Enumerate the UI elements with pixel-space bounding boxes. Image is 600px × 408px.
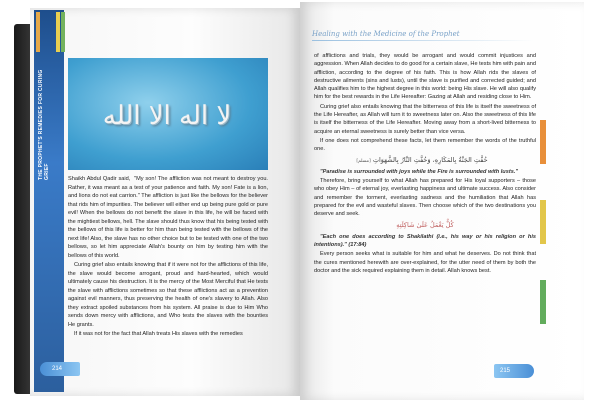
tab-green xyxy=(540,280,546,324)
header-divider xyxy=(312,40,534,41)
paragraph: Every person seeks what is suitable for him and what he deserves. Do not think that the cures mentioned herewith are over-explained, for the utter need of them by both the doctor and the sick required explaining them in detail. Allah knows best. xyxy=(314,251,536,274)
banner-stripe-yellow xyxy=(56,12,60,52)
verse-translation: "Each one does according to Shakilathi (i.e., his way or his religion or his intentions)." (17:84) xyxy=(314,233,536,248)
banner-stripe-orange xyxy=(36,12,40,52)
tab-orange xyxy=(540,120,546,164)
banner-stripe-green xyxy=(61,12,65,52)
right-page-text xyxy=(314,52,536,276)
left-page-text xyxy=(68,175,268,340)
page-number-right: 215 xyxy=(494,364,534,378)
tab-yellow xyxy=(540,200,546,244)
paragraph: Therefore, bring yourself to what Allah has prepared for His loyal supporters – those who obey Him – of eternal joy, everlasting happiness and ultimate success. Also consider and remember the torment, everlasting sadness and the humiliation that Allah has prepared for the evil and wasteful slaves. Then choose which of the two destinations you deserve and seek. xyxy=(314,178,536,218)
banner-title: THE PROPHET'S REMEDIES FOR CURING GRIEF xyxy=(38,69,50,180)
paragraph: If one does not comprehend these facts, let them remember the words of the truthful one. xyxy=(314,137,536,153)
calligraphy-photo xyxy=(68,58,268,170)
calligraphy-text: لا اله الا الله xyxy=(102,101,232,131)
arabic-hadith-text: حُفَّتِ الجَنَّةُ بِالمَكَارِهِ، وَحُفَّتِ النَّارُ بِالشَّهَوَاتِ xyxy=(372,155,488,164)
paragraph: Curing grief also entails knowing that the bitterness of this life is itself the sweetness of the Life Hereafter, as Allah will turn it to sweetness later on. Also the sweetness of this life is itself the bitterness of the Life Hereafter. Moving away from a short-lived bitterness to acquire an eternal sweetness is surely better than vice versa. xyxy=(314,103,536,135)
arabic-verse: كُلٌّ يَعْمَلُ عَلَىٰ شَاكِلَتِهِ xyxy=(396,220,454,229)
paragraph: of afflictions and trials, they would be arrogant and would commit injustices and aggression. When Allah decides to do good for a certain slave, He tests him with pain and affliction, according to the degree of his faith. This is how Allah rids the slaves of destructive ailments (sins and lusts), until the slave is purified and corrected guided; and Allah qualifies him to the highest degree in this world: being His slave. He will also qualify him for the best rewards in the Life Hereafter: Gazing at Allah and residing close to Him. xyxy=(314,53,537,101)
page-number-left: 214 xyxy=(40,362,80,376)
running-header: Healing with the Medicine of the Prophet xyxy=(312,30,460,38)
paragraph: Shaikh Abdul Qadir said, "My son! The affliction was not meant to destroy you. Rather, it was meant as a test of your patience and faith. My son! Fate is a lion, and lions do not eat carrion." The affliction is just like the bellows for the believer that rids him of impurities. The believer will either end up being pure gold or pure evil! When the bellows do not benefit the slave in this life, he will be faced with the mightiest bellows, hell. The slave should thus know that his being tested with the bellows of this life is better for him than being tested with the bellows of the next life! Also, the slave has no other choice but to be tested with one of the two bellows, so let him appreciate Allah's bounty on him by testing him with the bellows of this world. xyxy=(68,176,268,259)
hadith-reference: [مسلم] xyxy=(356,158,371,164)
paragraph: Curing grief also entails knowing that if it were not for the afflictions of this life, the slave would become arrogant, proud and hard-hearted, which would ultimately cause his destruction. It is the mercy of the Most Merciful that He tests the slave with afflictions sometimes so that these afflictions act as a prevention against evil manners, thus preserving the health of one's slavery to Allah. Also they extract spoiled substances from his system. All praise is due to Him Who sends down mercy with afflictions, and Who tests the slaves with the bounties He grants. xyxy=(68,262,268,328)
hadith-translation: "Paradise is surrounded with joys while the Fire is surrounded with lusts." xyxy=(320,168,519,175)
arabic-hadith xyxy=(314,156,536,166)
paragraph: If it was not for the fact that Allah treats His slaves with the remedies xyxy=(74,331,243,337)
